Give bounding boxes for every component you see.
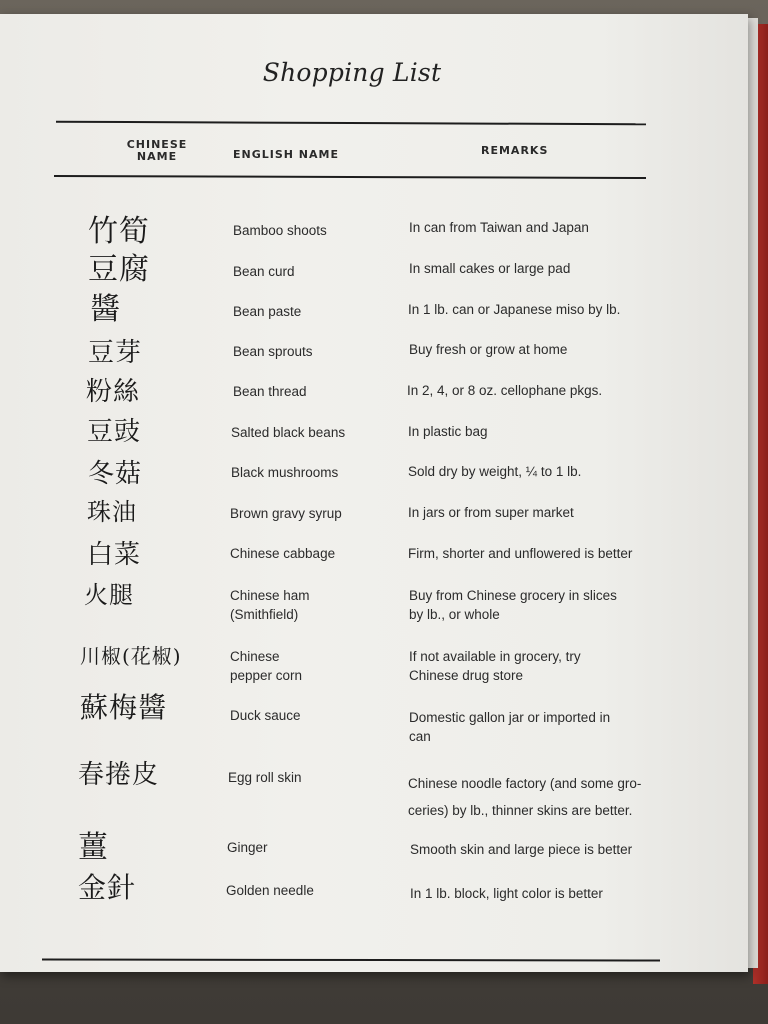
column-header-remarks: REMARKS [481,144,549,157]
remark: Buy fresh or grow at home [409,342,568,357]
english-name: Bean paste [233,304,302,319]
chinese-name: 白菜 [87,540,142,570]
header-top-rule [56,121,646,126]
chinese-name: 火腿 [84,581,134,609]
remark: In small cakes or large pad [409,261,571,276]
header-bottom-rule [54,175,646,179]
chinese-name: 珠油 [87,498,137,526]
chinese-name: 蘇梅醬 [80,691,168,724]
english-name: Bean sprouts [233,344,313,359]
remark: If not available in grocery, try Chinese drug store [409,649,581,683]
chinese-name: 豆芽 [88,338,143,368]
remark: In 1 lb. can or Japanese miso by lb. [408,302,621,317]
english-name: Chinese pepper corn [230,649,303,683]
english-name: Brown gravy syrup [230,506,342,521]
chinese-name: 薑 [78,830,109,865]
english-name: Black mushrooms [231,465,339,480]
remark: In jars or from super market [408,505,574,520]
english-name: Bean thread [233,384,307,399]
english-name: Bean curd [233,264,295,279]
chinese-name: 豆豉 [87,417,142,447]
english-name: Salted black beans [231,425,346,440]
chinese-name: 粉絲 [86,377,141,407]
english-name: Bamboo shoots [233,223,327,238]
chinese-name: 川椒(花椒) [80,644,182,668]
english-name: Chinese ham (Smithfield) [230,588,310,622]
chinese-name: 醬 [90,292,121,327]
remark: Buy from Chinese grocery in slices by lb., or whole [409,588,617,622]
remark: In plastic bag [408,424,488,439]
english-name: Ginger [227,840,268,855]
english-name: Duck sauce [230,708,301,723]
chinese-name: 豆腐 [88,252,150,287]
chinese-name: 冬菇 [88,459,143,489]
remark: In can from Taiwan and Japan [409,220,589,235]
remark: Domestic gallon jar or imported in can [409,710,611,744]
chinese-name: 金針 [78,871,137,904]
footer-rule [42,958,660,961]
column-header-chinese-name: CHINESE NAME [126,138,188,163]
remark: In 2, 4, or 8 oz. cellophane pkgs. [407,383,603,398]
chinese-name: 竹筍 [88,214,150,249]
remark: Sold dry by weight, ¼ to 1 lb. [408,464,582,479]
english-name: Chinese cabbage [230,546,336,561]
remark: Firm, shorter and unflowered is better [408,546,633,561]
chinese-name: 春捲皮 [78,760,160,790]
page-title: Shopping List [262,58,442,87]
remark: Chinese noodle factory (and some gro- ceries) by lb., thinner skins are better. [408,776,642,818]
english-name: Golden needle [226,883,314,898]
remark: In 1 lb. block, light color is better [410,886,603,901]
book-page [0,14,748,972]
english-name: Egg roll skin [228,770,302,785]
column-header-english-name: ENGLISH NAME [233,148,339,161]
remark: Smooth skin and large piece is better [410,842,633,857]
